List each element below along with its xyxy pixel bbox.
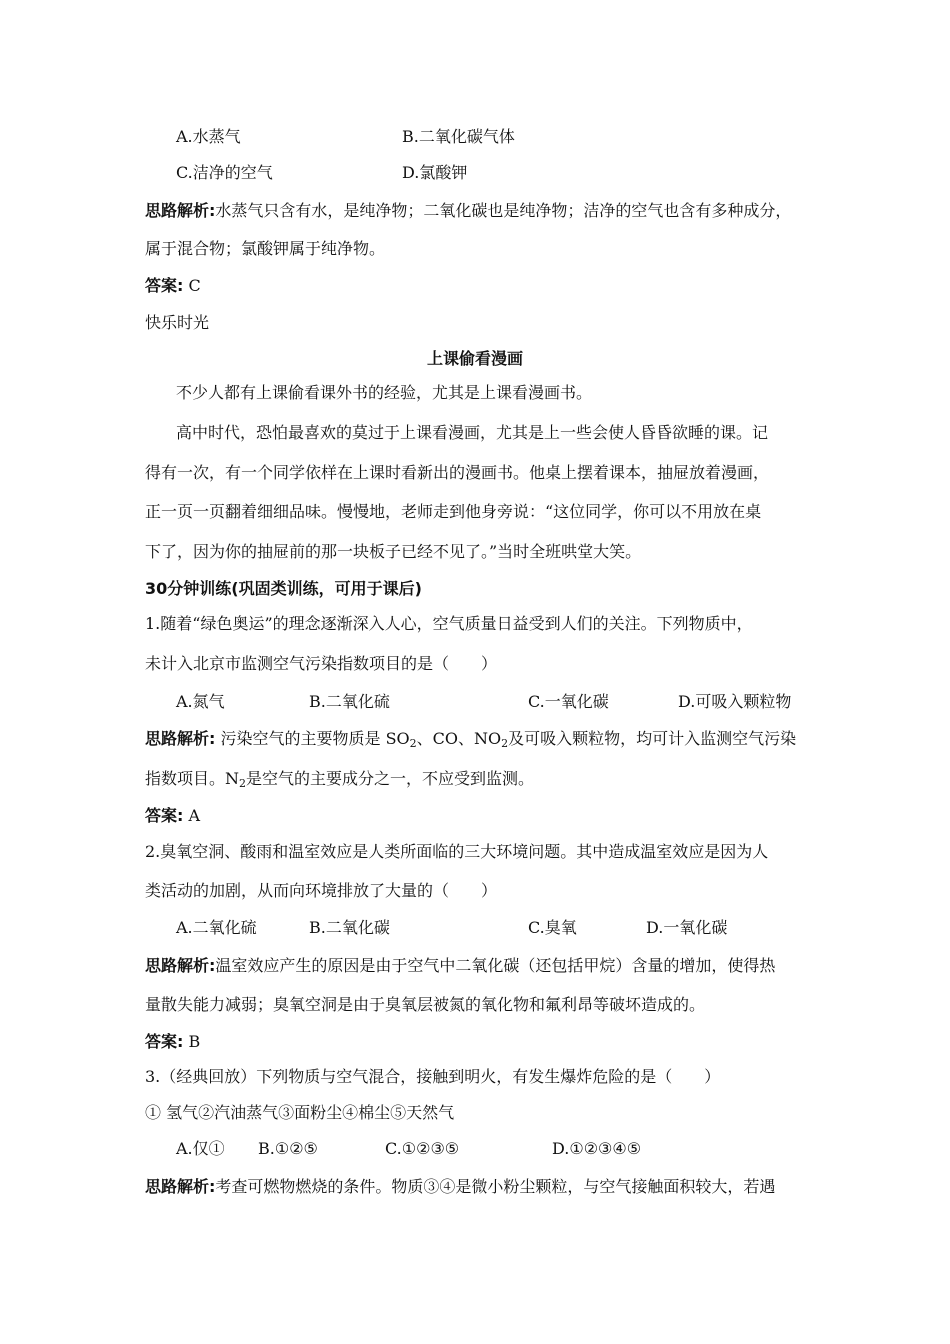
q1-option-c: C.一氧化碳 bbox=[528, 692, 609, 711]
option-b: B.二氧化碳气体 bbox=[402, 127, 515, 146]
q3-option-c: C.①②③⑤ bbox=[385, 1139, 460, 1158]
question-2-stem: 类活动的加剧，从而向环境排放了大量的（ ） bbox=[145, 881, 498, 900]
story-paragraph-2-line: 得有一次，有一个同学依样在上课时看新出的漫画书。他桌上摆着课本，抽屉放着漫画， bbox=[145, 463, 770, 482]
answer-value: B bbox=[183, 1032, 201, 1051]
q2-option-c: C.臭氧 bbox=[528, 918, 577, 937]
answer-value: C bbox=[183, 276, 201, 295]
answer-label: 答案: bbox=[145, 1032, 184, 1051]
analysis-label: 思路解析: bbox=[145, 729, 216, 748]
question-3-stem: 3.（经典回放）下列物质与空气混合，接触到明火，有发生爆炸危险的是（ ） bbox=[145, 1067, 721, 1086]
question-1-stem: 未计入北京市监测空气污染指数项目的是（ ） bbox=[145, 654, 498, 673]
q1-option-b: B.二氧化硫 bbox=[309, 692, 390, 711]
q1-option-a: A.氮气 bbox=[176, 692, 225, 711]
q2-answer bbox=[145, 1032, 200, 1052]
q3-option-b: B.①②⑤ bbox=[258, 1139, 318, 1158]
story-title: 上课偷看漫画 bbox=[426, 349, 523, 368]
story-paragraph-1: 不少人都有上课偷看课外书的经验，尤其是上课看漫画书。 bbox=[176, 383, 593, 402]
story-paragraph-2-line: 正一页一页翻着细细品味。慢慢地，老师走到他身旁说：“这位同学，你可以不用放在桌 bbox=[145, 502, 762, 521]
analysis-text: 、CO、NO bbox=[416, 729, 502, 748]
question-1-stem: 1.随着“绿色奥运”的理念逐渐深入人心，空气质量日益受到人们的关注。下列物质中， bbox=[145, 614, 753, 633]
analysis-text: 污染空气的主要物质是 SO bbox=[215, 729, 410, 748]
analysis-text: 属于混合物；氯酸钾属于纯净物。 bbox=[145, 239, 386, 258]
q2-analysis: 量散失能力减弱；臭氧空洞是由于臭氧层被氮的氧化物和氟利昂等破坏造成的。 bbox=[145, 995, 706, 1014]
analysis-text: 温室效应产生的原因是由于空气中二氧化碳（还包括甲烷）含量的增加，使得热 bbox=[215, 956, 776, 975]
story-paragraph-2-line: 下了，因为你的抽屉前的那一块板子已经不见了。”当时全班哄堂大笑。 bbox=[145, 542, 642, 561]
analysis-text: 是空气的主要成分之一，不应受到监测。 bbox=[246, 769, 535, 788]
subscript: 2 bbox=[501, 737, 509, 750]
analysis-text: 水蒸气只含有水，是纯净物；二氧化碳也是纯净物；洁净的空气也含有多种成分， bbox=[215, 201, 792, 220]
analysis-text: 指数项目。N bbox=[145, 769, 240, 788]
subscript: 2 bbox=[409, 737, 417, 750]
q3-option-a: A.仅① bbox=[176, 1139, 225, 1158]
answer-label: 答案: bbox=[145, 276, 184, 295]
section-heading-training: 30分钟训练(巩固类训练，可用于课后) bbox=[145, 579, 422, 598]
question-2-stem: 2.臭氧空洞、酸雨和温室效应是人类所面临的三大环境问题。其中造成温室效应是因为人 bbox=[145, 842, 769, 861]
answer-line bbox=[145, 276, 201, 296]
analysis-label: 思路解析: bbox=[145, 1177, 216, 1196]
option-d: D.氯酸钾 bbox=[402, 163, 468, 182]
analysis-label: 思路解析: bbox=[145, 956, 216, 975]
option-a: A.水蒸气 bbox=[176, 127, 241, 146]
q2-option-b: B.二氧化碳 bbox=[309, 918, 390, 937]
q2-analysis bbox=[145, 956, 775, 976]
q3-analysis bbox=[145, 1177, 775, 1197]
q2-option-d: D.一氧化碳 bbox=[646, 918, 728, 937]
q3-option-d: D.①②③④⑤ bbox=[552, 1139, 642, 1158]
analysis-text: 考查可燃物燃烧的条件。物质③④是微小粉尘颗粒，与空气接触面积较大，若遇 bbox=[215, 1177, 776, 1196]
q1-option-d: D.可吸入颗粒物 bbox=[678, 692, 792, 711]
q1-analysis bbox=[145, 769, 534, 789]
section-heading-fun: 快乐时光 bbox=[145, 313, 210, 332]
analysis-text: 及可吸入颗粒物，均可计入监测空气污染 bbox=[508, 729, 797, 748]
answer-value: A bbox=[183, 806, 201, 825]
subscript: 2 bbox=[239, 777, 247, 790]
question-3-items: ① 氢气②汽油蒸气③面粉尘④棉尘⑤天然气 bbox=[145, 1103, 455, 1122]
answer-label: 答案: bbox=[145, 806, 184, 825]
q1-answer bbox=[145, 806, 200, 826]
q2-option-a: A.二氧化硫 bbox=[176, 918, 257, 937]
q1-analysis bbox=[145, 729, 796, 749]
story-paragraph-2-line: 高中时代，恐怕最喜欢的莫过于上课看漫画，尤其是上一些会使人昏昏欲睡的课。记 bbox=[176, 423, 769, 442]
option-c: C.洁净的空气 bbox=[176, 163, 273, 182]
analysis-label: 思路解析: bbox=[145, 201, 216, 220]
analysis-paragraph bbox=[145, 201, 791, 221]
